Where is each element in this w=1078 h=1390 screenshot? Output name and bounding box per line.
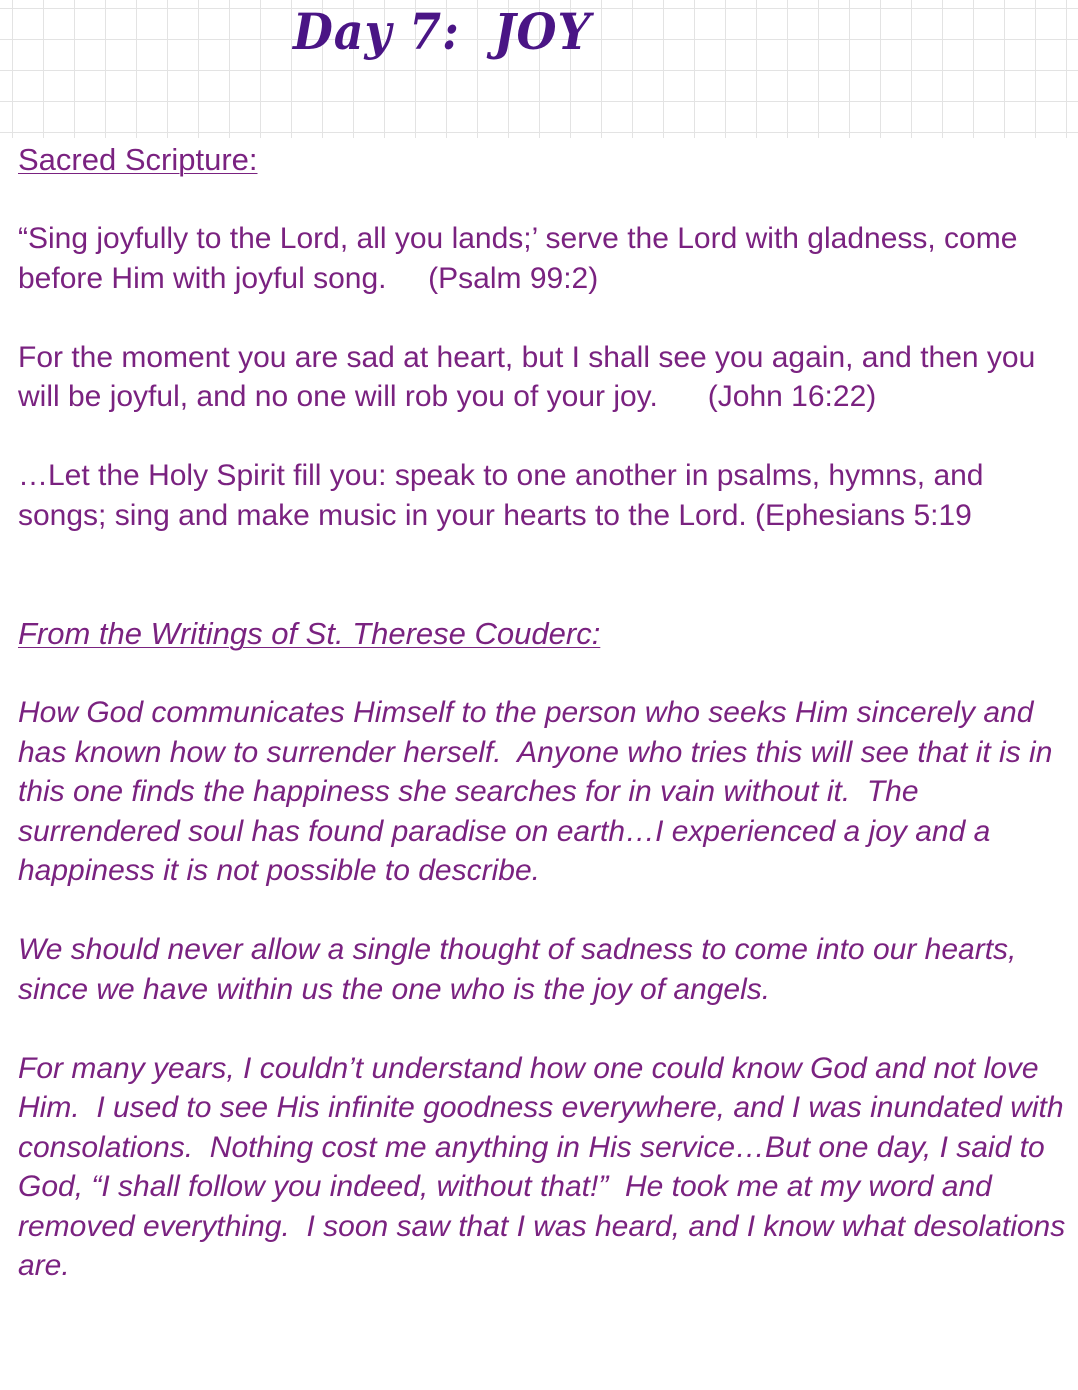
spacer (18, 298, 1068, 338)
spacer (18, 535, 1068, 614)
spacer (18, 417, 1068, 457)
scripture-passage-ephesians: …Let the Holy Spirit fill you: speak to one another in psalms, hymns, and songs; sing and make music in your hearts to the Lord. (Ephesians 5:19 (18, 459, 992, 532)
scripture-passage-psalm: “Sing joyfully to the Lord, all you lands;’ serve the Lord with gladness, come before Him with joyful song. (Psalm 99:2) (18, 222, 1026, 295)
writings-heading: From the Writings of St. Therese Couderc: (18, 616, 601, 651)
writings-passage-surrender: How God communicates Himself to the person who seeks Him sincerely and has known how to surrender herself. Anyone who tries this will see that it is in this one finds the happiness she searches for in vain without it. The surrendered soul has found paradise on earth…I experienced a joy and a happiness it is not possible to describe. (18, 696, 1061, 887)
page-title: Day 7: JOY (293, 2, 592, 61)
writings-passage-desolations: For many years, I couldn’t understand how one could know God and not love Him. I used to see His infinite goodness everywhere, and I was inundated with consolations. Nothing cost me anything in His service…But one day, I said to God, “I shall follow you indeed, without that!” He took me at my word and removed everything. I soon saw that I was heard, and I know what desolations are. (18, 1051, 1074, 1282)
scripture-passage-john: For the moment you are sad at heart, but I shall see you again, and then you will be joyful, and no one will rob you of your joy. (John 16:22) (18, 340, 1044, 413)
spacer (18, 1009, 1068, 1049)
writings-passage-sadness: We should never allow a single thought of sadness to come into our hearts, since we have within us the one who is the joy of angels. (18, 933, 1025, 1006)
document-body (18, 140, 1074, 1286)
spacer (18, 654, 1068, 694)
spacer (18, 891, 1068, 931)
scripture-heading: Sacred Scripture: (18, 142, 258, 177)
spacer (18, 180, 1068, 220)
